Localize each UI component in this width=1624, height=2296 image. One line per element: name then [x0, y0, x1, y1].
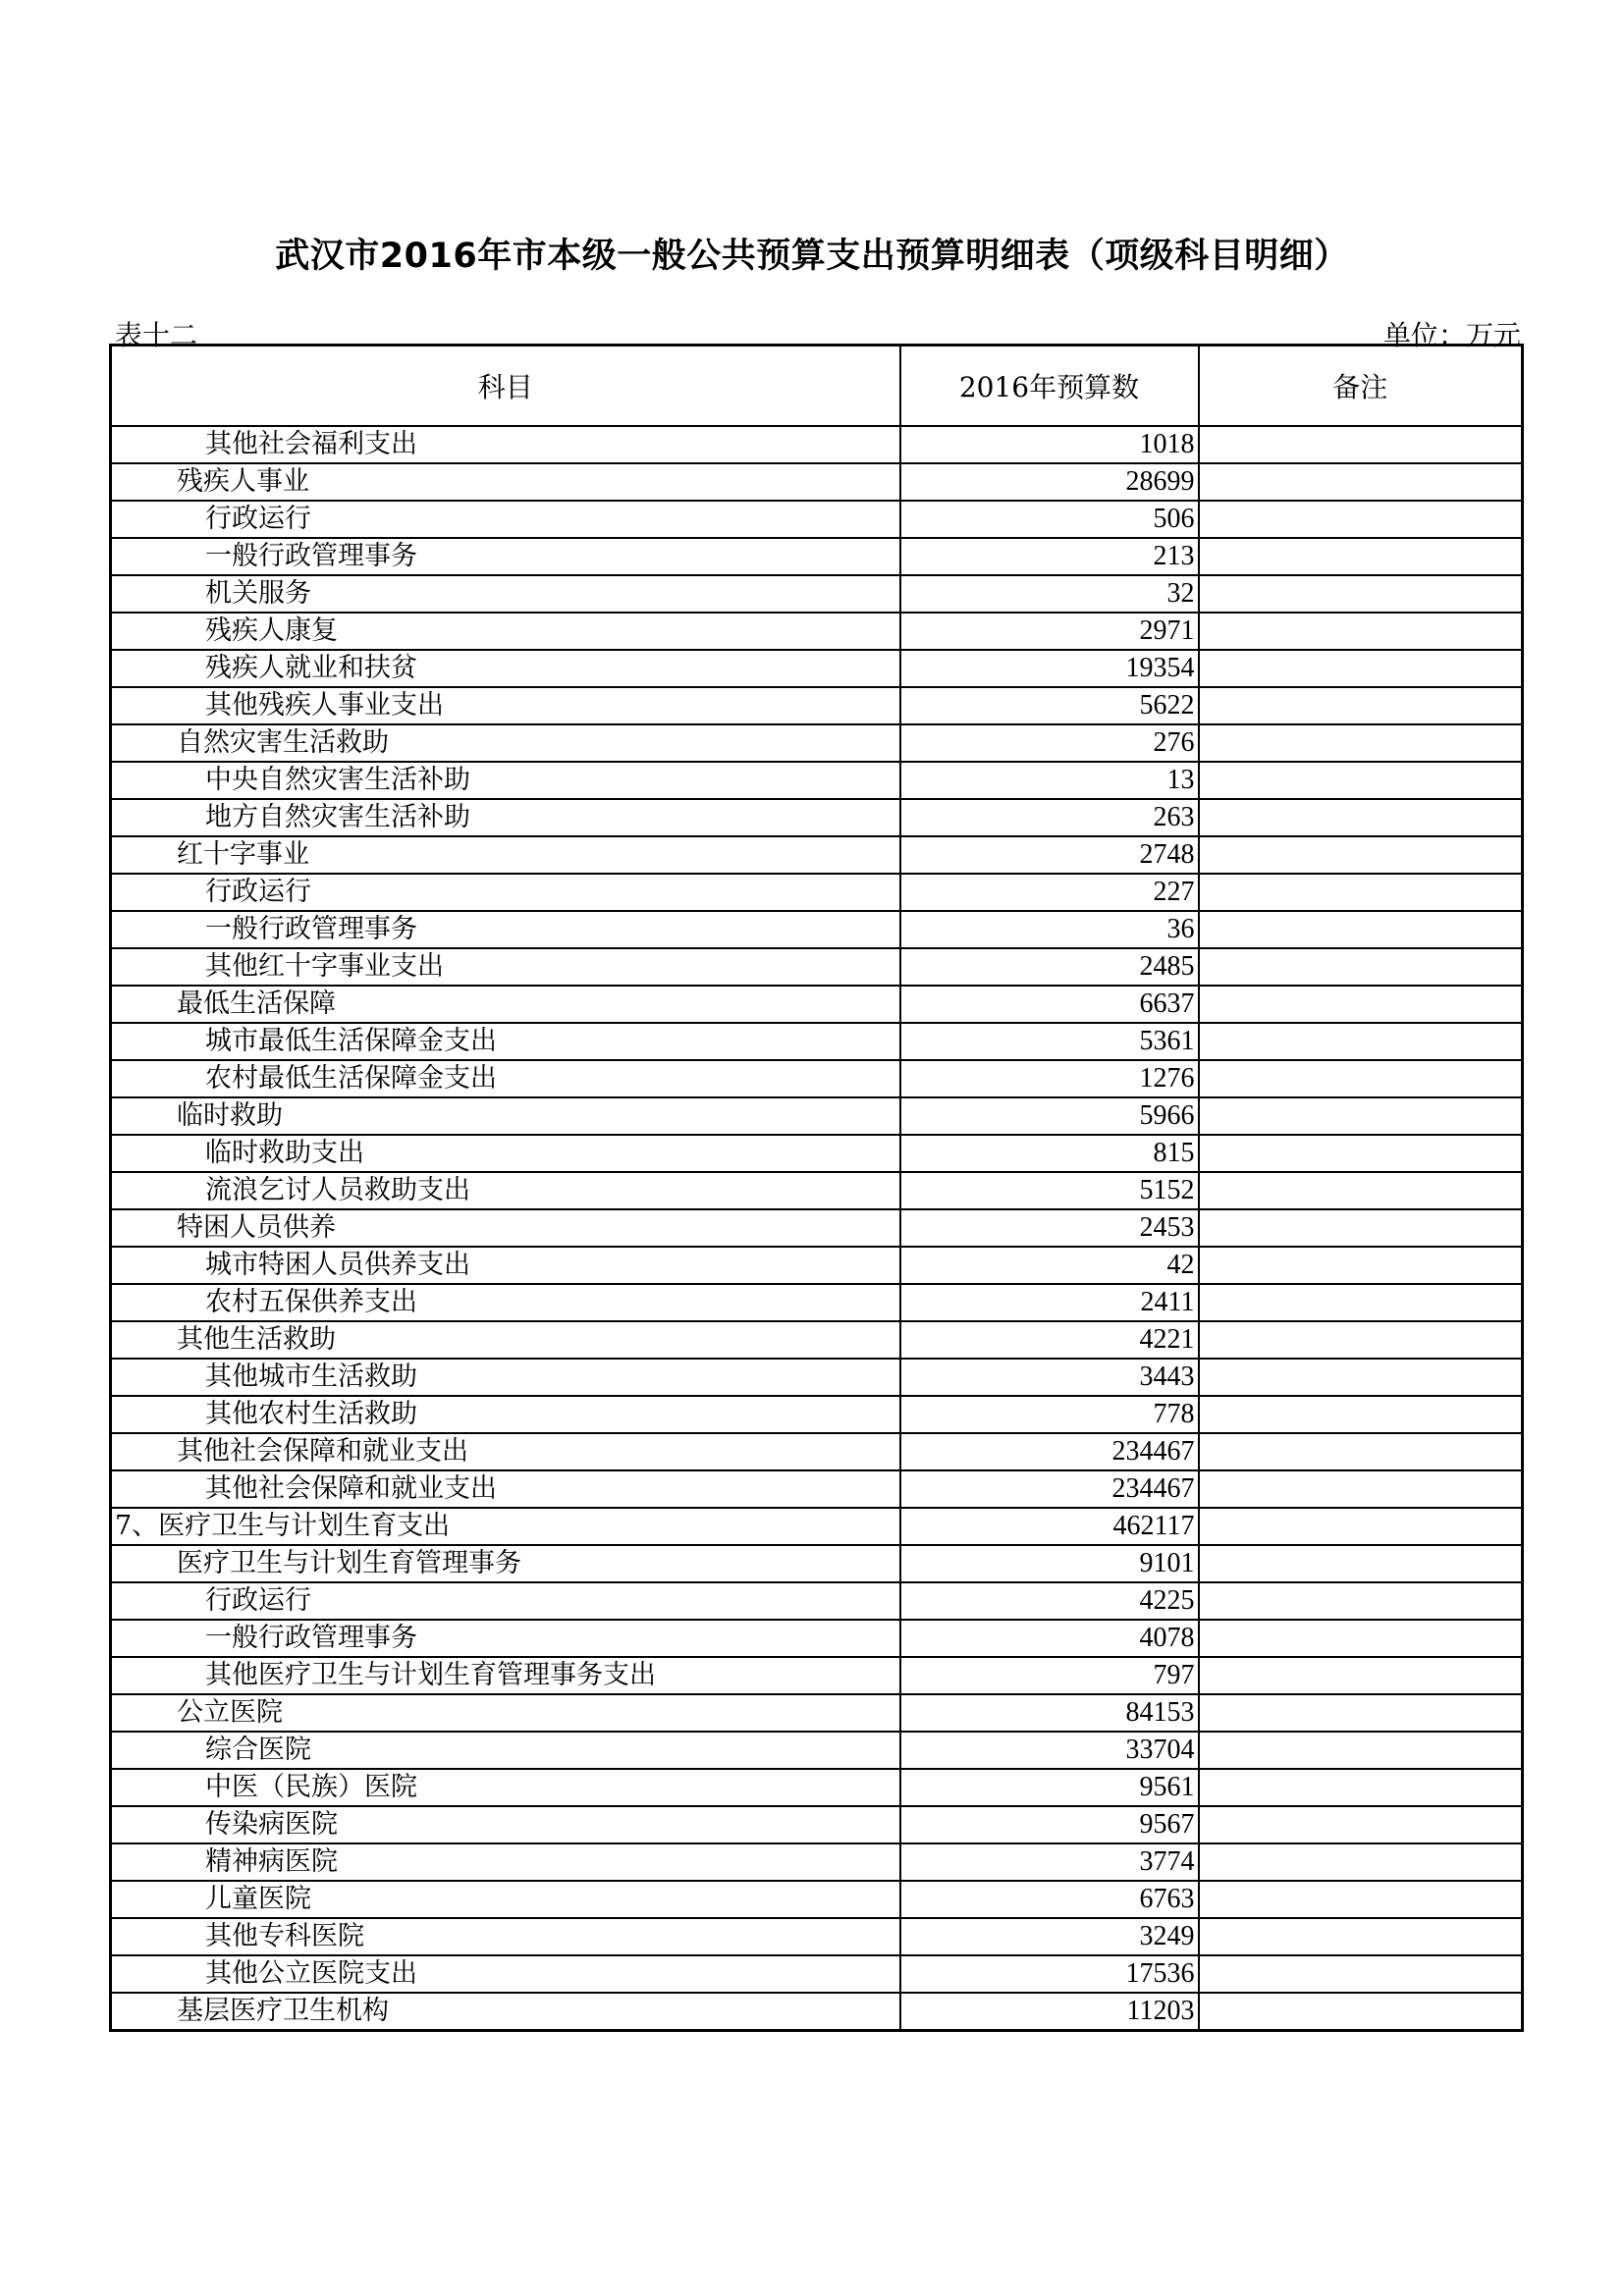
row-note — [1199, 1657, 1523, 1694]
row-note — [1199, 575, 1523, 613]
row-budget-value: 5152 — [900, 1172, 1199, 1209]
row-note — [1199, 1545, 1523, 1582]
table-row — [111, 762, 1523, 799]
row-note — [1199, 1806, 1523, 1843]
table-row — [111, 1806, 1523, 1843]
row-note — [1199, 948, 1523, 986]
row-budget-value: 17536 — [900, 1955, 1199, 1993]
table-row — [111, 1732, 1523, 1769]
table-row — [111, 1545, 1523, 1582]
table-row — [111, 1396, 1523, 1433]
row-note — [1199, 1582, 1523, 1620]
row-note — [1199, 613, 1523, 650]
row-note — [1199, 1284, 1523, 1321]
row-note — [1199, 1433, 1523, 1470]
row-budget-value: 3774 — [900, 1843, 1199, 1881]
row-note — [1199, 1993, 1523, 2031]
table-row — [111, 1508, 1523, 1545]
row-note — [1199, 799, 1523, 836]
table-row — [111, 799, 1523, 836]
table-row — [111, 463, 1523, 501]
table-row — [111, 1582, 1523, 1620]
row-budget-value: 234467 — [900, 1470, 1199, 1508]
row-budget-value: 42 — [900, 1247, 1199, 1284]
row-budget-value: 778 — [900, 1396, 1199, 1433]
row-subject: 7、医疗卫生与计划生育支出 — [111, 1508, 900, 1545]
row-note — [1199, 1023, 1523, 1060]
table-row — [111, 1657, 1523, 1694]
row-subject: 农村五保供养支出 — [111, 1284, 900, 1321]
row-budget-value: 32 — [900, 575, 1199, 613]
table-row — [111, 1769, 1523, 1806]
row-note — [1199, 538, 1523, 575]
row-note — [1199, 724, 1523, 762]
row-subject: 一般行政管理事务 — [111, 1620, 900, 1657]
row-note — [1199, 1172, 1523, 1209]
row-note — [1199, 1321, 1523, 1359]
row-budget-value: 227 — [900, 874, 1199, 911]
row-subject: 医疗卫生与计划生育管理事务 — [111, 1545, 900, 1582]
row-budget-value: 5966 — [900, 1097, 1199, 1135]
row-subject: 其他红十字事业支出 — [111, 948, 900, 986]
row-note — [1199, 1470, 1523, 1508]
row-subject: 其他社会福利支出 — [111, 426, 900, 463]
row-budget-value: 276 — [900, 724, 1199, 762]
row-budget-value: 6763 — [900, 1881, 1199, 1918]
row-note — [1199, 986, 1523, 1023]
table-row — [111, 1023, 1523, 1060]
table-row — [111, 1359, 1523, 1396]
row-subject: 农村最低生活保障金支出 — [111, 1060, 900, 1097]
table-row — [111, 1694, 1523, 1732]
table-row — [111, 1247, 1523, 1284]
table-row — [111, 1321, 1523, 1359]
row-budget-value: 28699 — [900, 463, 1199, 501]
table-body — [111, 426, 1523, 2031]
row-budget-value: 3249 — [900, 1918, 1199, 1955]
row-note — [1199, 463, 1523, 501]
row-budget-value: 36 — [900, 911, 1199, 948]
row-note — [1199, 836, 1523, 874]
row-subject: 公立医院 — [111, 1694, 900, 1732]
row-note — [1199, 1060, 1523, 1097]
row-budget-value: 4225 — [900, 1582, 1199, 1620]
row-note — [1199, 1620, 1523, 1657]
document-title: 武汉市2016年市本级一般公共预算支出预算明细表（项级科目明细） — [275, 237, 1349, 276]
table-row — [111, 501, 1523, 538]
budget-table — [109, 344, 1524, 2032]
row-note — [1199, 1396, 1523, 1433]
row-note — [1199, 1881, 1523, 1918]
row-subject: 中央自然灾害生活补助 — [111, 762, 900, 799]
row-subject: 行政运行 — [111, 874, 900, 911]
row-subject: 综合医院 — [111, 1732, 900, 1769]
row-note — [1199, 1918, 1523, 1955]
row-budget-value: 4221 — [900, 1321, 1199, 1359]
row-note — [1199, 911, 1523, 948]
header-notes: 备注 — [1199, 346, 1523, 427]
row-subject: 其他专科医院 — [111, 1918, 900, 1955]
row-subject: 城市特困人员供养支出 — [111, 1247, 900, 1284]
row-note — [1199, 1769, 1523, 1806]
table-row — [111, 1918, 1523, 1955]
row-budget-value: 19354 — [900, 650, 1199, 687]
row-subject: 地方自然灾害生活补助 — [111, 799, 900, 836]
row-subject: 其他城市生活救助 — [111, 1359, 900, 1396]
row-budget-value: 4078 — [900, 1620, 1199, 1657]
table-row — [111, 426, 1523, 463]
table-row — [111, 1881, 1523, 1918]
row-budget-value: 3443 — [900, 1359, 1199, 1396]
row-subject: 其他社会保障和就业支出 — [111, 1470, 900, 1508]
row-subject: 其他农村生活救助 — [111, 1396, 900, 1433]
table-row — [111, 575, 1523, 613]
row-subject: 其他生活救助 — [111, 1321, 900, 1359]
table-row — [111, 1135, 1523, 1172]
row-note — [1199, 1694, 1523, 1732]
row-budget-value: 2748 — [900, 836, 1199, 874]
row-budget-value: 5622 — [900, 687, 1199, 724]
row-subject: 其他残疾人事业支出 — [111, 687, 900, 724]
row-note — [1199, 1209, 1523, 1247]
row-budget-value: 506 — [900, 501, 1199, 538]
row-subject: 红十字事业 — [111, 836, 900, 874]
row-subject: 最低生活保障 — [111, 986, 900, 1023]
row-note — [1199, 1843, 1523, 1881]
row-note — [1199, 426, 1523, 463]
row-subject: 残疾人就业和扶贫 — [111, 650, 900, 687]
table-row — [111, 1470, 1523, 1508]
row-budget-value: 1018 — [900, 426, 1199, 463]
row-note — [1199, 1508, 1523, 1545]
row-subject: 临时救助支出 — [111, 1135, 900, 1172]
table-row — [111, 1097, 1523, 1135]
row-subject: 残疾人康复 — [111, 613, 900, 650]
row-note — [1199, 762, 1523, 799]
table-row — [111, 613, 1523, 650]
row-subject: 传染病医院 — [111, 1806, 900, 1843]
row-subject: 其他社会保障和就业支出 — [111, 1433, 900, 1470]
row-budget-value: 13 — [900, 762, 1199, 799]
row-subject: 残疾人事业 — [111, 463, 900, 501]
row-budget-value: 1276 — [900, 1060, 1199, 1097]
row-budget-value: 84153 — [900, 1694, 1199, 1732]
header-budget-2016: 2016年预算数 — [900, 346, 1199, 427]
row-note — [1199, 687, 1523, 724]
table-row — [111, 1209, 1523, 1247]
row-subject: 一般行政管理事务 — [111, 538, 900, 575]
table-row — [111, 1060, 1523, 1097]
row-subject: 流浪乞讨人员救助支出 — [111, 1172, 900, 1209]
row-note — [1199, 1359, 1523, 1396]
table-number: 表十二 — [115, 319, 198, 351]
table-row — [111, 948, 1523, 986]
table-row — [111, 1620, 1523, 1657]
row-note — [1199, 1247, 1523, 1284]
table-row — [111, 1284, 1523, 1321]
row-budget-value: 797 — [900, 1657, 1199, 1694]
table-row — [111, 1955, 1523, 1993]
row-subject: 行政运行 — [111, 501, 900, 538]
row-budget-value: 9567 — [900, 1806, 1199, 1843]
table-row — [111, 1172, 1523, 1209]
table-row — [111, 911, 1523, 948]
table-row — [111, 1843, 1523, 1881]
row-subject: 基层医疗卫生机构 — [111, 1993, 900, 2031]
row-subject: 行政运行 — [111, 1582, 900, 1620]
row-note — [1199, 1135, 1523, 1172]
row-budget-value: 5361 — [900, 1023, 1199, 1060]
row-subject: 机关服务 — [111, 575, 900, 613]
row-note — [1199, 501, 1523, 538]
row-subject: 精神病医院 — [111, 1843, 900, 1881]
row-subject: 儿童医院 — [111, 1881, 900, 1918]
row-budget-value: 9101 — [900, 1545, 1199, 1582]
row-subject: 中医（民族）医院 — [111, 1769, 900, 1806]
row-subject: 一般行政管理事务 — [111, 911, 900, 948]
table-row — [111, 986, 1523, 1023]
row-budget-value: 33704 — [900, 1732, 1199, 1769]
row-budget-value: 2411 — [900, 1284, 1199, 1321]
row-subject: 城市最低生活保障金支出 — [111, 1023, 900, 1060]
table-row — [111, 874, 1523, 911]
row-budget-value: 9561 — [900, 1769, 1199, 1806]
table-row — [111, 1993, 1523, 2031]
table-row — [111, 650, 1523, 687]
table-row — [111, 724, 1523, 762]
unit-label: 单位：万元 — [1382, 319, 1521, 351]
table-header-row — [111, 346, 1523, 427]
table-row — [111, 538, 1523, 575]
row-budget-value: 2453 — [900, 1209, 1199, 1247]
row-note — [1199, 874, 1523, 911]
row-note — [1199, 1955, 1523, 1993]
row-budget-value: 213 — [900, 538, 1199, 575]
table-row — [111, 687, 1523, 724]
row-subject: 特困人员供养 — [111, 1209, 900, 1247]
row-subject: 其他公立医院支出 — [111, 1955, 900, 1993]
row-note — [1199, 1097, 1523, 1135]
header-subject: 科目 — [111, 346, 900, 427]
table-row — [111, 1433, 1523, 1470]
row-budget-value: 234467 — [900, 1433, 1199, 1470]
row-budget-value: 815 — [900, 1135, 1199, 1172]
row-note — [1199, 1732, 1523, 1769]
row-budget-value: 2485 — [900, 948, 1199, 986]
row-subject: 自然灾害生活救助 — [111, 724, 900, 762]
row-budget-value: 6637 — [900, 986, 1199, 1023]
row-note — [1199, 650, 1523, 687]
row-subject: 其他医疗卫生与计划生育管理事务支出 — [111, 1657, 900, 1694]
row-budget-value: 263 — [900, 799, 1199, 836]
row-budget-value: 462117 — [900, 1508, 1199, 1545]
row-budget-value: 11203 — [900, 1993, 1199, 2031]
table-row — [111, 836, 1523, 874]
row-subject: 临时救助 — [111, 1097, 900, 1135]
row-budget-value: 2971 — [900, 613, 1199, 650]
